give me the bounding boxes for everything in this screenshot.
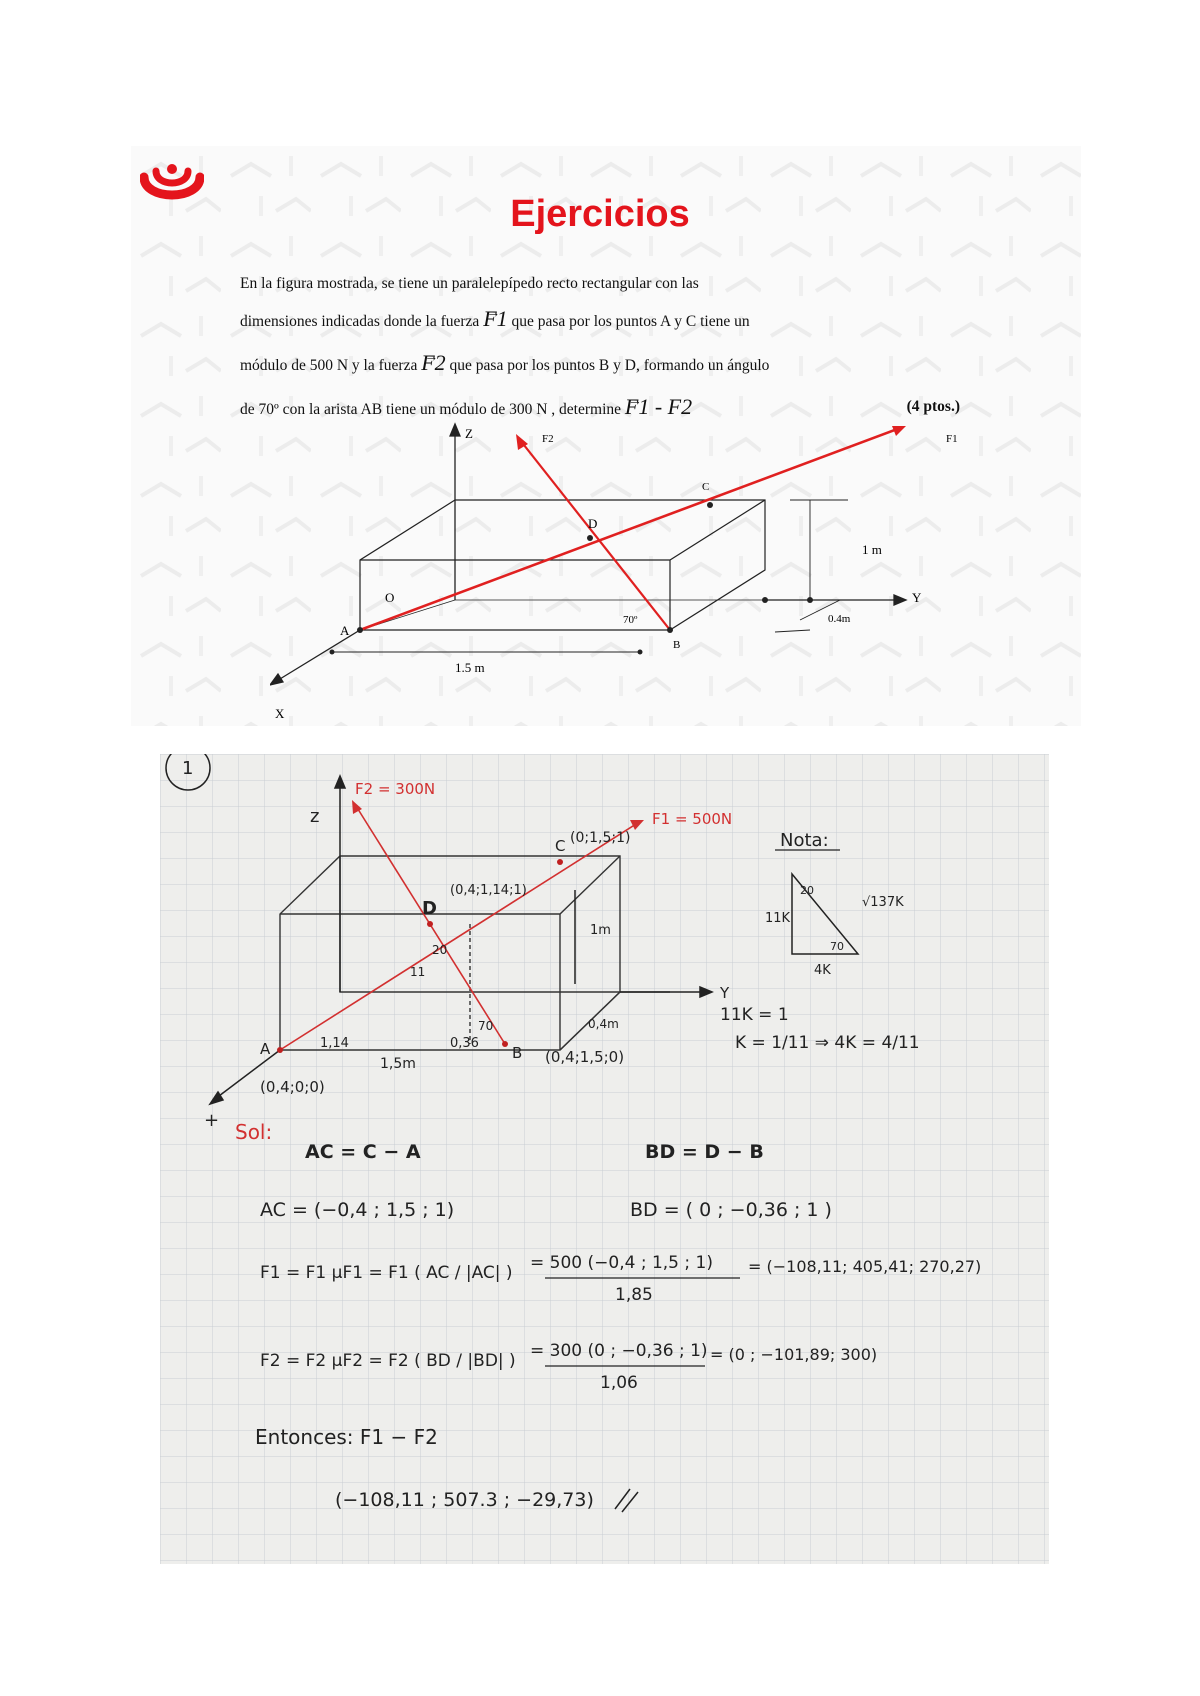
hand-y: Y <box>720 984 730 1002</box>
ac-value: AC = (−0,4 ; 1,5 ; 1) <box>260 1199 455 1221</box>
statement-text-3b: que pasa por los puntos B y D, formando un ángulo <box>449 357 770 374</box>
hand-a: A <box>260 1040 271 1058</box>
hand-height: 1m <box>590 923 611 938</box>
box-edges <box>360 500 765 630</box>
label-c: C <box>702 481 710 493</box>
tri-base: 4K <box>814 963 831 978</box>
label-depth: 0.4m <box>828 613 851 625</box>
k-eq2: K = 1/11 ⇒ 4K = 4/11 <box>735 1033 920 1053</box>
hand-depth: 0,4m <box>588 1017 619 1031</box>
statement-text-2b: que pasa por los puntos A y C tiene un <box>511 313 750 330</box>
hand-z: z <box>310 806 320 827</box>
statement-line <box>240 298 960 342</box>
statement-text-4a: de 70º con la arista AB tiene un módulo de 300 N , determine <box>240 401 622 418</box>
hand-d-coord: (0,4;1,14;1) <box>450 883 527 898</box>
f1-numerator: = 500 (−0,4 ; 1,5 ; 1) <box>530 1253 713 1273</box>
statement-text-1: En la figura mostrada, se tiene un paralelepípedo recto rectangular con las <box>240 275 699 292</box>
sol-label: Sol: <box>235 1120 273 1144</box>
handwritten-solution <box>160 754 1049 1564</box>
hand-a-coord: (0,4;0;0) <box>260 1078 325 1096</box>
f1-denominator: 1,85 <box>615 1285 653 1305</box>
exercise-number: 1 <box>182 758 194 779</box>
bd-value: BD = ( 0 ; −0,36 ; 1 ) <box>630 1199 832 1221</box>
hand-c: C <box>555 837 566 855</box>
problem-statement <box>240 270 960 430</box>
tri-a20: 20 <box>800 884 814 897</box>
hand-20: 20 <box>432 943 448 957</box>
hand-c-coord: (0;1,5;1) <box>570 830 631 846</box>
figure-parallelepiped <box>270 420 990 730</box>
label-height: 1 m <box>862 542 882 557</box>
label-y: Y <box>912 590 922 605</box>
k-eq1: 11K = 1 <box>720 1005 789 1025</box>
force-f1-arrowhead <box>892 426 906 436</box>
final-result: (−108,11 ; 507.3 ; −29,73) <box>335 1489 594 1511</box>
hand-b: B <box>512 1044 523 1062</box>
force-f2-line <box>520 440 670 630</box>
label-o: O <box>385 590 395 605</box>
label-b: B <box>673 639 681 651</box>
hand-b-coord: (0,4;1,5;0) <box>545 1048 625 1066</box>
label-f2: F2 <box>542 433 554 445</box>
vector-f2: → F2 <box>421 350 445 375</box>
label-z: Z <box>465 426 473 441</box>
hand-f1-label: F1 = 500N <box>652 810 733 828</box>
hand-11: 11 <box>410 965 426 979</box>
f2-numerator: = 300 (0 ; −0,36 ; 1) <box>530 1341 708 1361</box>
f2-equation: F2 = F2 μF2 = F2 ( BD / |BD| ) <box>260 1351 516 1371</box>
statement-line <box>240 342 960 386</box>
statement-line <box>240 270 960 298</box>
label-length: 1.5 m <box>455 660 485 675</box>
axes <box>270 424 906 685</box>
tri-hyp: √137K <box>862 895 904 910</box>
hand-d: D <box>422 898 437 919</box>
label-f1: F1 <box>946 433 958 445</box>
vector-difference: → F1 - F2 <box>625 394 692 419</box>
f2-denominator: 1,06 <box>600 1373 638 1393</box>
hand-len: 1,5m <box>380 1056 416 1072</box>
label-x: X <box>275 706 285 721</box>
nota-label: Nota: <box>780 830 829 851</box>
hand-seg1: 1,14 <box>320 1036 349 1051</box>
vector-f1: → F1 <box>483 306 507 331</box>
tri-side: 11K <box>765 911 791 926</box>
bd-definition: BD = D − B <box>645 1141 764 1163</box>
points-label: (4 ptos.) <box>906 398 960 415</box>
tri-a70: 70 <box>830 940 844 953</box>
hand-x: + <box>204 1110 220 1131</box>
hand-seg2: 0,36 <box>450 1036 479 1051</box>
statement-text-2a: dimensiones indicadas donde la fuerza <box>240 313 480 330</box>
statement-text-3a: módulo de 500 N y la fuerza <box>240 357 418 374</box>
ac-definition: AC = C − A <box>305 1141 421 1163</box>
label-a: A <box>340 623 350 638</box>
hand-f2-label: F2 = 300N <box>355 780 436 798</box>
label-d: D <box>588 516 598 531</box>
entonces-line: Entonces: F1 − F2 <box>255 1425 438 1449</box>
solution-drawing <box>160 754 1049 1564</box>
f2-result: = (0 ; −101,89; 300) <box>710 1345 878 1364</box>
page-title: Ejercicios <box>510 193 690 235</box>
f1-result: = (−108,11; 405,41; 270,27) <box>748 1257 982 1276</box>
label-angle: 70º <box>623 614 638 626</box>
f1-equation: F1 = F1 μF1 = F1 ( AC / |AC| ) <box>260 1263 513 1283</box>
hand-70: 70 <box>478 1019 494 1033</box>
